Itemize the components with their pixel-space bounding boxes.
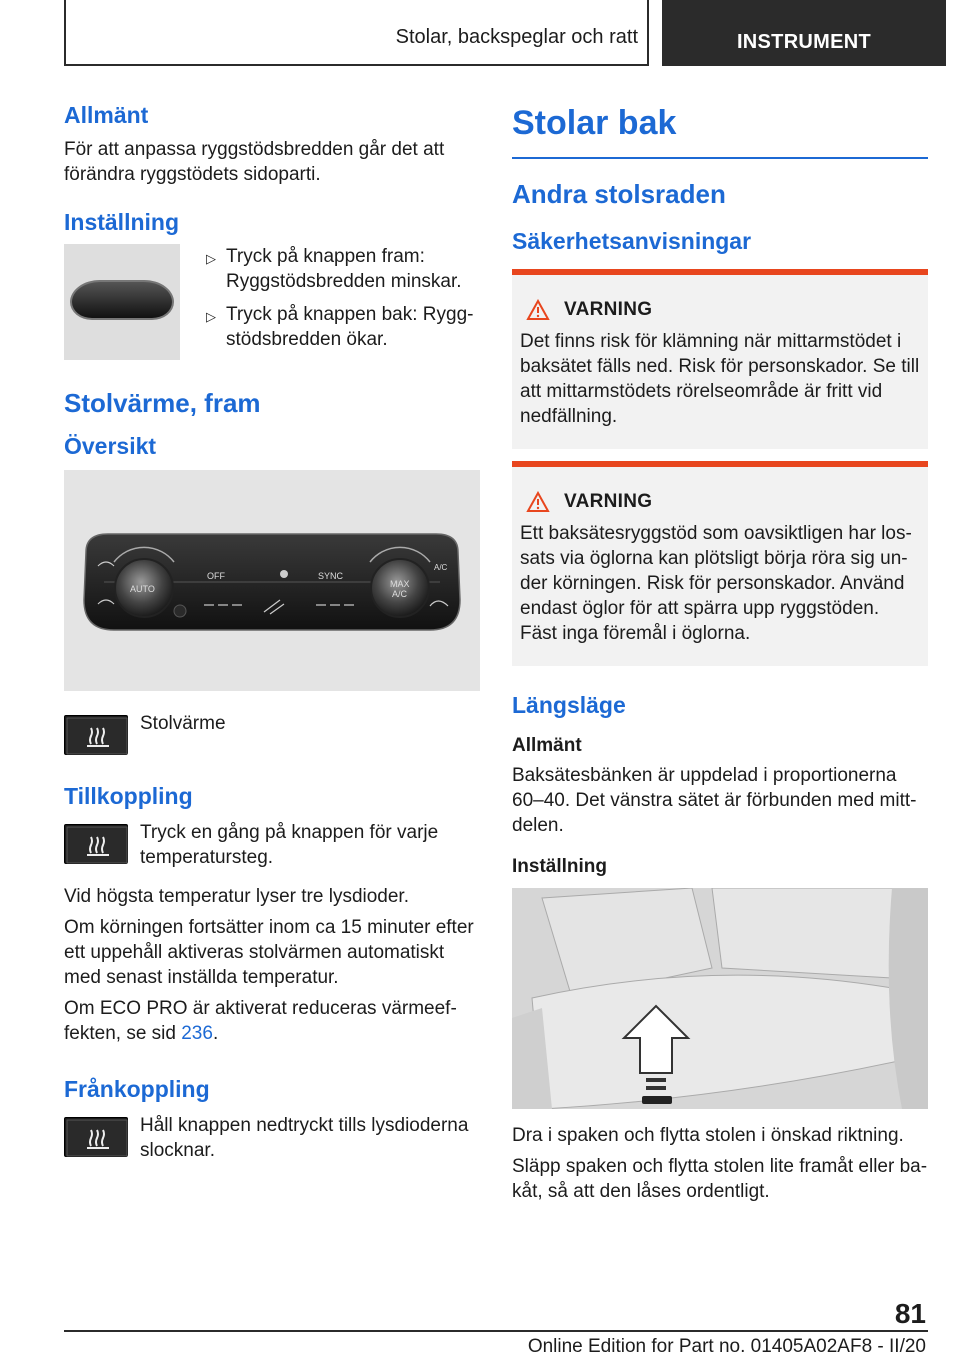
- right-column: [512, 96, 928, 1210]
- footer-rule: [64, 1330, 928, 1332]
- general-heading: Allmänt: [64, 102, 149, 128]
- overview-heading: Översikt: [64, 433, 157, 459]
- setting-bullets: [198, 244, 480, 360]
- main-heading: Stolar bak: [512, 104, 677, 142]
- seat-heat-icon-row: [64, 711, 480, 755]
- warning-triangle-icon: [526, 299, 550, 321]
- fan-icon: [280, 570, 288, 578]
- page-reference-link[interactable]: 236: [181, 1023, 213, 1044]
- warning-title: [520, 299, 920, 321]
- warning-label: VARNING: [564, 491, 653, 512]
- general-subheading: Allmänt: [512, 735, 582, 756]
- triangle-bullet-icon: ▷: [206, 251, 216, 266]
- switch-off-heading: Frånkoppling: [64, 1076, 210, 1102]
- warning-title: [520, 491, 920, 513]
- off-button-label: OFF: [207, 571, 225, 581]
- general-text: För att anpassa ryggstödsbredden går det att förändra ryggstödets sidoparti.: [64, 139, 445, 185]
- pull-lever-text: Dra i spaken och flytta stolen i önskad riktning.: [512, 1125, 904, 1146]
- heading-rule: [512, 157, 928, 159]
- setting-row: [64, 244, 480, 360]
- setting-heading: Inställning: [64, 209, 179, 235]
- auto-button-label: AUTO: [130, 584, 155, 594]
- switch-off-row: [64, 1113, 480, 1169]
- sync-button-label: SYNC: [318, 571, 344, 581]
- eco-pro-text: Om ECO PRO är aktiverat reduceras värmeeffekten, se sid 236.: [64, 998, 457, 1044]
- warning-label: VARNING: [564, 299, 653, 320]
- seat-heat-button-icon: [64, 824, 128, 864]
- switch-on-row: [64, 820, 480, 876]
- rear-seat-image: [512, 888, 928, 1109]
- header-chapter-tab: INSTRUMENT: [662, 0, 946, 66]
- list-item: ▷ Tryck på knappen bak: Ryggstödsbredden ökar.: [206, 304, 474, 350]
- general-text: Baksätesbänken är uppdelad i proportionerna 60–40. Det vänstra sätet är förbunden med mittdelen.: [512, 765, 917, 836]
- seat-heat-button-icon: [64, 1117, 128, 1157]
- warning-triangle-icon: [526, 491, 550, 513]
- page-header: [0, 0, 960, 66]
- seat-heat-label: Stolvärme: [140, 713, 226, 734]
- warning-text: Ett baksätesryggstöd som oavsiktligen har lossats via öglorna kan plötsligt börja röra sig under körningen. Risk för personskador. Använd endast öglor för att spärra upp ryggstöden. Fäst inga föremål i öglorna.: [520, 523, 912, 644]
- max-ac-label-1: MAX: [390, 579, 410, 589]
- auto-activate-text: Om körningen fortsätter inom ca 15 minuter efter ett uppehåll aktiveras stolvärmen automatiskt med senast inställda temperatur.: [64, 917, 474, 988]
- footer-edition: Online Edition for Part no. 01405A02AF8 - II/20: [527, 1336, 926, 1357]
- climate-panel-image: [64, 470, 480, 691]
- header-section-title: Stolar, backspeglar och ratt: [395, 26, 638, 48]
- warning-text: Det finns risk för klämning när mittarmstödet i baksätet fälls ned. Risk för personskador. Se till att mittarmstödets rörelseområde är fritt vid nedfällning.: [520, 331, 920, 427]
- release-lever-text: Släpp spaken och flytta stolen lite framåt eller bakåt, så att den låses ordentligt.: [512, 1156, 928, 1202]
- left-column: [64, 96, 480, 1177]
- highest-temp-text: Vid högsta temperatur lyser tre lysdioder.: [64, 886, 409, 907]
- safety-heading: Säkerhetsanvisningar: [512, 228, 752, 254]
- switch-off-text: Håll knappen nedtryckt tills lysdioderna slocknar.: [140, 1115, 469, 1161]
- list-item: ▷ Tryck på knappen fram: Ryggstödsbredden minskar.: [206, 246, 462, 292]
- seat-heat-button-icon: [64, 715, 128, 755]
- switch-on-heading: Tillkoppling: [64, 783, 193, 809]
- max-ac-label-2: A/C: [392, 589, 408, 599]
- warning-box: [512, 269, 928, 449]
- switch-on-text: Tryck en gång på knappen för varje temperatursteg.: [140, 822, 439, 868]
- page-number: 81: [894, 1298, 926, 1329]
- ac-button-label: A/C: [434, 563, 448, 572]
- setting-subheading: Inställning: [512, 856, 607, 877]
- backrest-width-button-icon: [70, 280, 174, 320]
- warning-box: [512, 461, 928, 666]
- row-heading: Andra stolsraden: [512, 179, 726, 209]
- triangle-bullet-icon: ▷: [206, 309, 216, 324]
- seat-heat-heading: Stolvärme, fram: [64, 388, 261, 418]
- longitudinal-heading: Längsläge: [512, 692, 626, 718]
- backrest-width-button-image: [64, 244, 180, 360]
